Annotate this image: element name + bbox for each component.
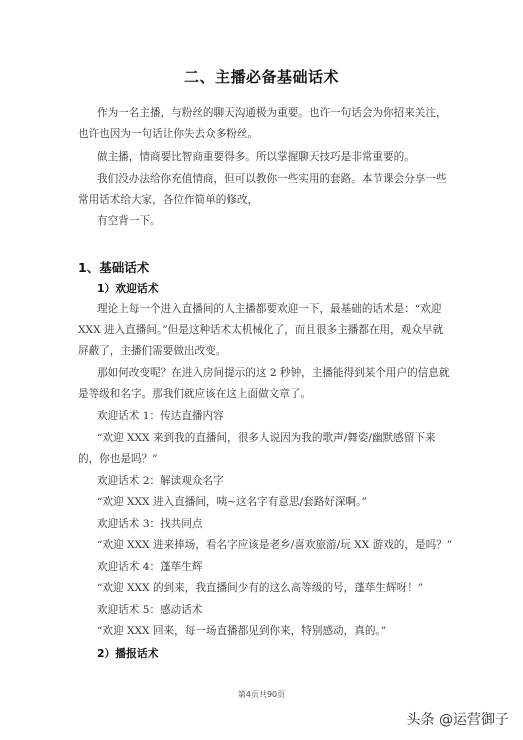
body-line-4: 那如何改变呢？在进入房间提示的这 2 秒钟，主播能得到某个用户的信息就 <box>97 367 450 379</box>
intro-line-4: 我们没办法给你充值情商，但可以教你一些实用的套路。本节课会分享一些 <box>97 173 447 185</box>
body-line-7: “欢迎 XXX 来到我的直播间，很多人说因为我的歌声/舞姿/幽默感留下来 <box>97 432 436 444</box>
body-line-2: XXX 进入直播间。”但是这种话术太机械化了，而且很多主播都在用，观众早就 <box>78 324 444 336</box>
body-line-6: 欢迎话术 1：传达直播内容 <box>97 410 224 422</box>
intro-line-2: 也许也因为一句话让你失去众多粉丝。 <box>78 128 259 140</box>
body-line-16: “欢迎 XXX 回来，每一场直播都见到你来，特别感动，真的。” <box>97 625 387 637</box>
section-heading-basic-scripts: 1、基础话术 <box>78 260 150 275</box>
body-line-14: “欢迎 XXX 的到来，我直播间少有的这么高等级的号，蓬荜生辉呀！” <box>97 582 424 594</box>
body-line-15: 欢迎话术 5：感动话术 <box>97 604 203 616</box>
intro-line-6: 有空背一下。 <box>97 215 161 227</box>
page-number-footer: 第4页共90页 <box>237 690 286 699</box>
body-line-3: 屏蔽了，主播们需要做出改变。 <box>78 345 227 357</box>
body-line-5: 是等级和名字。那我们就应该在这上面做文章了。 <box>78 388 312 400</box>
body-line-8: 的，你也是吗？” <box>78 453 158 465</box>
body-line-12: “欢迎 XXX 进来捧场，看名字应该是老乡/喜欢旅游/玩 XX 游戏的，是吗？” <box>97 539 453 551</box>
body-line-10: “欢迎 XXX 进入直播间，咦~这名字有意思/套路好深啊。” <box>97 496 367 508</box>
subsection-heading-welcome: 1）欢迎话术 <box>97 282 159 295</box>
body-line-11: 欢迎话术 3：找共同点 <box>97 518 203 530</box>
subsection-heading-announce: 2）播报话术 <box>97 647 159 660</box>
intro-line-3: 做主播，情商要比智商重要得多。所以掌握聊天技巧是非常重要的。 <box>97 151 415 163</box>
body-line-9: 欢迎话术 2：解读观众名字 <box>97 475 224 487</box>
intro-line-5: 常用话术给大家，各位作简单的修改， <box>78 194 259 206</box>
intro-line-1: 作为一名主播，与粉丝的聊天沟通极为重要。也许一句话会为你招来关注， <box>97 107 447 119</box>
body-line-13: 欢迎话术 4：蓬荜生辉 <box>97 561 203 573</box>
body-line-1: 理论上每一个进入直播间的人主播都要欢迎一下，最基础的话术是：“欢迎 <box>97 303 442 315</box>
page-title: 二、主播必备基础话术 <box>183 68 339 86</box>
source-watermark: 头条 @运营御子 <box>406 712 509 728</box>
